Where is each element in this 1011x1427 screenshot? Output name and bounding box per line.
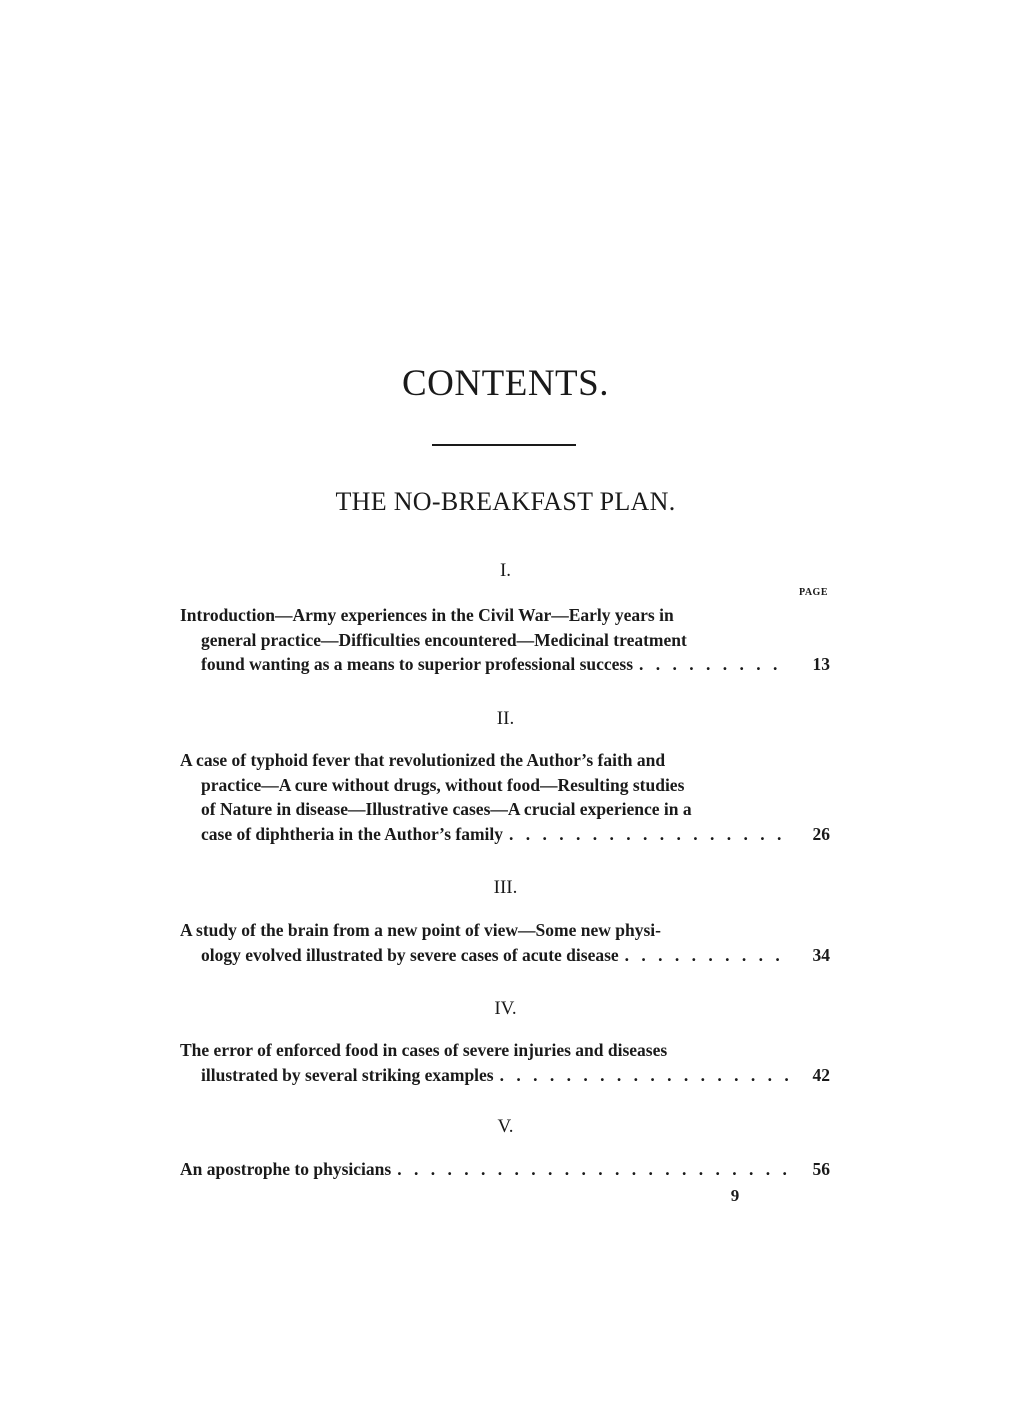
- title-rule: [432, 444, 576, 446]
- toc-entry-line: case of diphtheria in the Author’s family . . . 26: [180, 822, 830, 847]
- chapter-numeral-5: V.: [497, 1116, 514, 1137]
- toc-entry-line: practice—A cure without drugs, without food—Resulting studies: [201, 774, 685, 795]
- toc-entry-line: found wanting as a means to superior professional success . . . 13: [180, 652, 830, 677]
- chapter-numeral-3: III.: [493, 877, 518, 898]
- toc-entry-line: Introduction—Army experiences in the Civil War—Early years in: [180, 605, 674, 625]
- part-title: THE NO-BREAKFAST PLAN.: [335, 487, 676, 516]
- dot-leader: [391, 1157, 788, 1182]
- page-number: 34: [812, 944, 830, 965]
- dot-leader: [494, 1063, 788, 1088]
- toc-entry-3: [180, 918, 830, 967]
- toc-entry-2: [180, 748, 830, 846]
- page-number: 56: [812, 1159, 830, 1179]
- chapter-numeral-2: II.: [496, 708, 515, 729]
- folio-page-number: 9: [730, 1186, 740, 1205]
- chapter-numeral-4: IV.: [494, 998, 517, 1019]
- toc-entry-line: of Nature in disease—Illustrative cases—A crucial experience in a: [201, 799, 692, 819]
- page-number: 26: [812, 823, 830, 844]
- toc-entry-4: [180, 1038, 830, 1087]
- page-title: CONTENTS.: [402, 363, 609, 404]
- toc-entry-line: The error of enforced food in cases of severe injuries and diseases: [180, 1040, 668, 1060]
- toc-entry-line: A study of the brain from a new point of view—Some new physi-: [180, 920, 661, 940]
- toc-entry-line: A case of typhoid fever that revolutionized the Author’s faith and: [180, 750, 666, 770]
- toc-entry-1: [180, 603, 830, 677]
- toc-entry-line: An apostrophe to physicians . . . 56: [180, 1157, 830, 1182]
- page-number: 42: [812, 1064, 830, 1085]
- toc-entry-5: [180, 1157, 830, 1182]
- page-number: 13: [812, 654, 830, 674]
- toc-entry-line: illustrated by several striking examples . . . 42: [180, 1063, 830, 1088]
- page-column-header: PAGE: [798, 587, 828, 598]
- dot-leader: [503, 822, 788, 847]
- dot-leader: [619, 943, 788, 968]
- toc-entry-line: general practice—Difficulties encountered—Medicinal treatment: [201, 629, 687, 650]
- toc-entry-line: ology evolved illustrated by severe cases of acute disease . . . 34: [180, 943, 830, 968]
- chapter-numeral-1: I.: [499, 560, 512, 581]
- dot-leader: [633, 652, 788, 677]
